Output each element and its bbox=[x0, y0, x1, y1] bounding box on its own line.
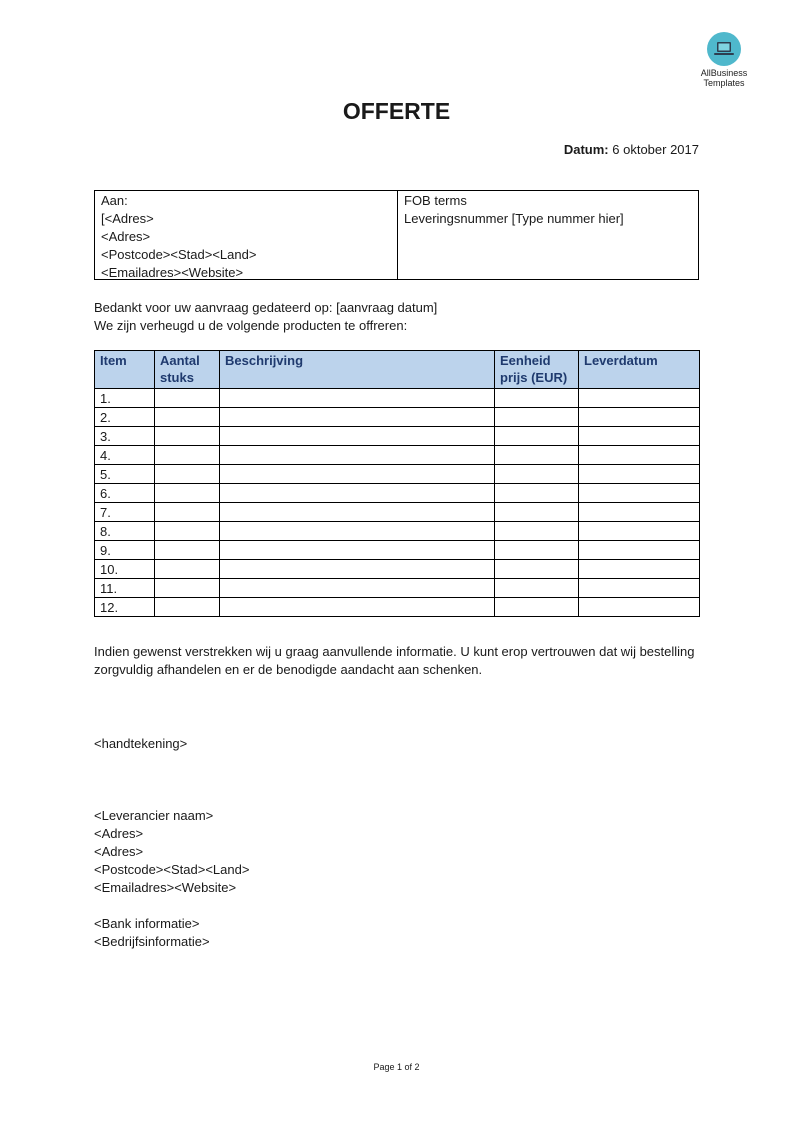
table-cell bbox=[155, 522, 220, 541]
table-cell bbox=[220, 503, 495, 522]
table-cell bbox=[495, 446, 579, 465]
table-cell bbox=[220, 579, 495, 598]
address-line: Aan: bbox=[101, 193, 128, 208]
item-number-cell: 10. bbox=[95, 560, 155, 579]
table-cell bbox=[579, 579, 700, 598]
recipient-address bbox=[95, 191, 398, 279]
item-number-cell: 8. bbox=[95, 522, 155, 541]
table-cell bbox=[495, 503, 579, 522]
table-cell bbox=[155, 408, 220, 427]
table-cell bbox=[579, 522, 700, 541]
item-number-cell: 2. bbox=[95, 408, 155, 427]
supplier-line: <Adres> bbox=[94, 844, 144, 859]
table-cell bbox=[495, 541, 579, 560]
supplier-line: <Bank informatie> bbox=[94, 916, 200, 931]
table-cell bbox=[220, 484, 495, 503]
table-cell bbox=[220, 560, 495, 579]
table-cell bbox=[579, 408, 700, 427]
table-cell bbox=[155, 598, 220, 617]
page-title: OFFERTE bbox=[342, 98, 451, 124]
item-number-cell: 1. bbox=[95, 389, 155, 408]
item-number-cell: 3. bbox=[95, 427, 155, 446]
table-cell bbox=[495, 522, 579, 541]
items-table bbox=[94, 350, 700, 617]
address-line: <Postcode><Stad><Land> bbox=[101, 247, 257, 262]
header-unit-price: Eenheid prijs (EUR) bbox=[495, 351, 579, 389]
supplier-line: <Bedrijfsinformatie> bbox=[94, 934, 210, 949]
laptop-icon bbox=[707, 32, 741, 66]
table-header-row bbox=[95, 351, 700, 389]
table-row bbox=[95, 484, 700, 503]
page-number: Page 1 of 2 bbox=[373, 1062, 420, 1072]
table-cell bbox=[579, 484, 700, 503]
table-cell bbox=[155, 484, 220, 503]
table-cell bbox=[495, 389, 579, 408]
table-row bbox=[95, 503, 700, 522]
table-cell bbox=[579, 560, 700, 579]
address-line: <Emailadres><Website> bbox=[101, 265, 244, 280]
table-cell bbox=[220, 408, 495, 427]
table-cell bbox=[155, 389, 220, 408]
delivery-terms bbox=[398, 191, 698, 279]
table-cell bbox=[220, 598, 495, 617]
table-cell bbox=[155, 560, 220, 579]
address-line: <Adres> bbox=[101, 229, 151, 244]
company-logo bbox=[696, 32, 752, 88]
table-cell bbox=[579, 503, 700, 522]
table-cell bbox=[155, 503, 220, 522]
table-cell bbox=[579, 465, 700, 484]
header-delivery-date: Leverdatum bbox=[579, 351, 700, 389]
table-cell bbox=[579, 541, 700, 560]
supplier-info bbox=[94, 807, 249, 951]
supplier-line: <Emailadres><Website> bbox=[94, 880, 237, 895]
table-cell bbox=[220, 427, 495, 446]
table-cell bbox=[579, 427, 700, 446]
table-row bbox=[95, 579, 700, 598]
table-cell bbox=[220, 522, 495, 541]
table-cell bbox=[155, 579, 220, 598]
table-cell bbox=[220, 389, 495, 408]
header-quantity: Aantal stuks bbox=[155, 351, 220, 389]
recipient-box bbox=[94, 190, 699, 280]
fob-terms: FOB terms bbox=[404, 193, 467, 208]
logo-text: AllBusiness Templates bbox=[700, 68, 748, 88]
table-cell bbox=[495, 408, 579, 427]
intro-line: Bedankt voor uw aanvraag gedateerd op: [aanvraag datum] bbox=[94, 300, 438, 315]
table-row bbox=[95, 560, 700, 579]
date-value: 6 oktober 2017 bbox=[612, 142, 699, 157]
table-cell bbox=[155, 427, 220, 446]
supplier-line: <Leverancier naam> bbox=[94, 808, 214, 823]
item-number-cell: 11. bbox=[95, 579, 155, 598]
table-row bbox=[95, 522, 700, 541]
item-number-cell: 6. bbox=[95, 484, 155, 503]
item-number-cell: 12. bbox=[95, 598, 155, 617]
table-cell bbox=[155, 446, 220, 465]
intro-line: We zijn verheugd u de volgende producten te offreren: bbox=[94, 318, 408, 333]
table-cell bbox=[495, 484, 579, 503]
table-cell bbox=[579, 389, 700, 408]
closing-text: Indien gewenst verstrekken wij u graag aanvullende informatie. U kunt erop vertrouwen dat wij bestelling zorgvuldig afhandelen en er de benodigde aandacht aan schenken. bbox=[94, 644, 695, 677]
header-item: Item bbox=[95, 351, 155, 389]
document-date bbox=[564, 142, 699, 157]
table-cell bbox=[220, 541, 495, 560]
table-cell bbox=[495, 427, 579, 446]
table-row bbox=[95, 389, 700, 408]
table-cell bbox=[220, 446, 495, 465]
intro-text bbox=[94, 299, 437, 335]
date-label: Datum: bbox=[563, 142, 609, 157]
table-cell bbox=[495, 465, 579, 484]
item-number-cell: 4. bbox=[95, 446, 155, 465]
table-cell bbox=[155, 465, 220, 484]
delivery-number: Leveringsnummer [Type nummer hier] bbox=[404, 211, 624, 226]
table-row bbox=[95, 541, 700, 560]
table-cell bbox=[495, 560, 579, 579]
table-row bbox=[95, 427, 700, 446]
item-number-cell: 5. bbox=[95, 465, 155, 484]
supplier-line: <Adres> bbox=[94, 826, 144, 841]
table-row bbox=[95, 598, 700, 617]
table-cell bbox=[495, 598, 579, 617]
table-cell bbox=[495, 579, 579, 598]
table-cell bbox=[579, 598, 700, 617]
table-cell bbox=[220, 465, 495, 484]
address-line: [<Adres> bbox=[101, 211, 154, 226]
signature-placeholder: <handtekening> bbox=[94, 736, 188, 751]
item-number-cell: 7. bbox=[95, 503, 155, 522]
table-cell bbox=[579, 446, 700, 465]
table-row bbox=[95, 446, 700, 465]
table-cell bbox=[155, 541, 220, 560]
supplier-spacer bbox=[94, 897, 249, 915]
table-row bbox=[95, 408, 700, 427]
header-description: Beschrijving bbox=[220, 351, 495, 389]
supplier-line: <Postcode><Stad><Land> bbox=[94, 862, 250, 877]
item-number-cell: 9. bbox=[95, 541, 155, 560]
table-row bbox=[95, 465, 700, 484]
